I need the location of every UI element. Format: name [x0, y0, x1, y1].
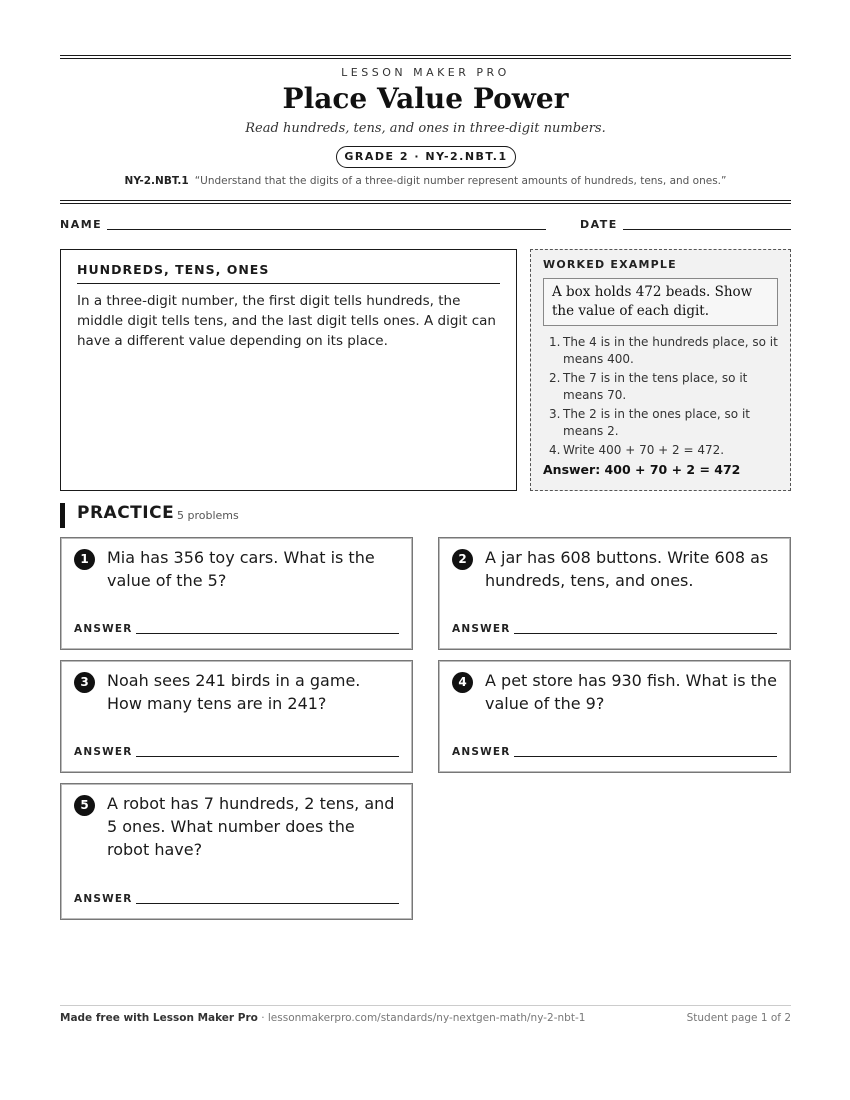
problem-text: A robot has 7 hundreds, 2 tens, and 5 ones. What number does the robot have? — [107, 794, 395, 859]
answer-field[interactable] — [136, 633, 399, 634]
name-field[interactable] — [107, 229, 546, 230]
footer-credit — [60, 1012, 585, 1024]
answer-field[interactable] — [136, 756, 399, 757]
worked-example-box — [530, 249, 791, 491]
problem-text: A jar has 608 buttons. Write 608 as hundreds, tens, and ones. — [485, 548, 769, 590]
worked-example-heading: WORKED EXAMPLE — [543, 258, 677, 271]
footer-page-number: Student page 1 of 2 — [686, 1012, 791, 1024]
footer-brand: Made free with Lesson Maker Pro — [60, 1012, 258, 1024]
header-bottom-rule — [60, 200, 791, 204]
standard-text: “Understand that the digits of a three-digit number represent amounts of hundreds, tens, and ones.” — [194, 175, 727, 187]
problem-number: 1 — [74, 549, 95, 570]
concept-box — [60, 249, 517, 491]
problem-number: 5 — [74, 795, 95, 816]
top-rule — [60, 55, 791, 59]
problem-text: Mia has 356 toy cars. What is the value of the 5? — [107, 548, 375, 590]
answer-label: ANSWER — [452, 623, 511, 635]
answer-field[interactable] — [136, 903, 399, 904]
date-label: DATE — [580, 218, 618, 231]
concept-heading: HUNDREDS, TENS, ONES — [77, 262, 500, 284]
problem-number: 3 — [74, 672, 95, 693]
worked-step: 2. The 7 is in the tens place, so it means 70. — [549, 371, 748, 402]
practice-accent-bar — [60, 503, 65, 528]
answer-label: ANSWER — [452, 746, 511, 758]
problem-card-3 — [60, 660, 413, 773]
answer-field[interactable] — [514, 633, 777, 634]
practice-title: PRACTICE — [77, 503, 175, 523]
practice-count: 5 problems — [177, 509, 239, 522]
answer-label: ANSWER — [74, 623, 133, 635]
worked-example-prompt: A box holds 472 beads. Show the value of each digit. — [543, 278, 778, 326]
answer-label: ANSWER — [74, 893, 133, 905]
footer-url[interactable]: · lessonmakerpro.com/standards/ny-nextgen-math/ny-2-nbt-1 — [257, 1012, 586, 1024]
name-label: NAME — [60, 218, 103, 231]
worked-example-answer: Answer: 400 + 70 + 2 = 472 — [543, 462, 741, 477]
worked-example-steps — [543, 334, 778, 459]
standard-code: NY-2.NBT.1 — [124, 175, 189, 187]
worked-step: 1. The 4 is in the hundreds place, so it means 400. — [549, 335, 778, 366]
problem-card-5 — [60, 783, 413, 920]
problem-card-4 — [438, 660, 791, 773]
page-title: Place Value Power — [282, 82, 569, 115]
answer-field[interactable] — [514, 756, 777, 757]
grade-badge: GRADE 2 · NY-2.NBT.1 — [336, 146, 516, 168]
brand-label: LESSON MAKER PRO — [341, 66, 510, 79]
page-subtitle: Read hundreds, tens, and ones in three-digit numbers. — [245, 121, 606, 136]
worked-step: 3. The 2 is in the ones place, so it means 2. — [549, 407, 751, 438]
problem-text: A pet store has 930 fish. What is the value of the 9? — [485, 671, 777, 713]
standard-statement — [60, 175, 791, 187]
problem-number: 2 — [452, 549, 473, 570]
problem-number: 4 — [452, 672, 473, 693]
problem-card-2 — [438, 537, 791, 650]
problem-text: Noah sees 241 birds in a game. How many tens are in 241? — [107, 671, 361, 713]
problem-card-1 — [60, 537, 413, 650]
footer-divider — [60, 1005, 791, 1006]
worked-step: 4. Write 400 + 70 + 2 = 472. — [549, 443, 725, 457]
answer-label: ANSWER — [74, 746, 133, 758]
date-field[interactable] — [623, 229, 791, 230]
concept-body: In a three-digit number, the first digit tells hundreds, the middle digit tells tens, and the last digit tells ones. A digit can have a different value depending on its place. — [77, 293, 496, 349]
